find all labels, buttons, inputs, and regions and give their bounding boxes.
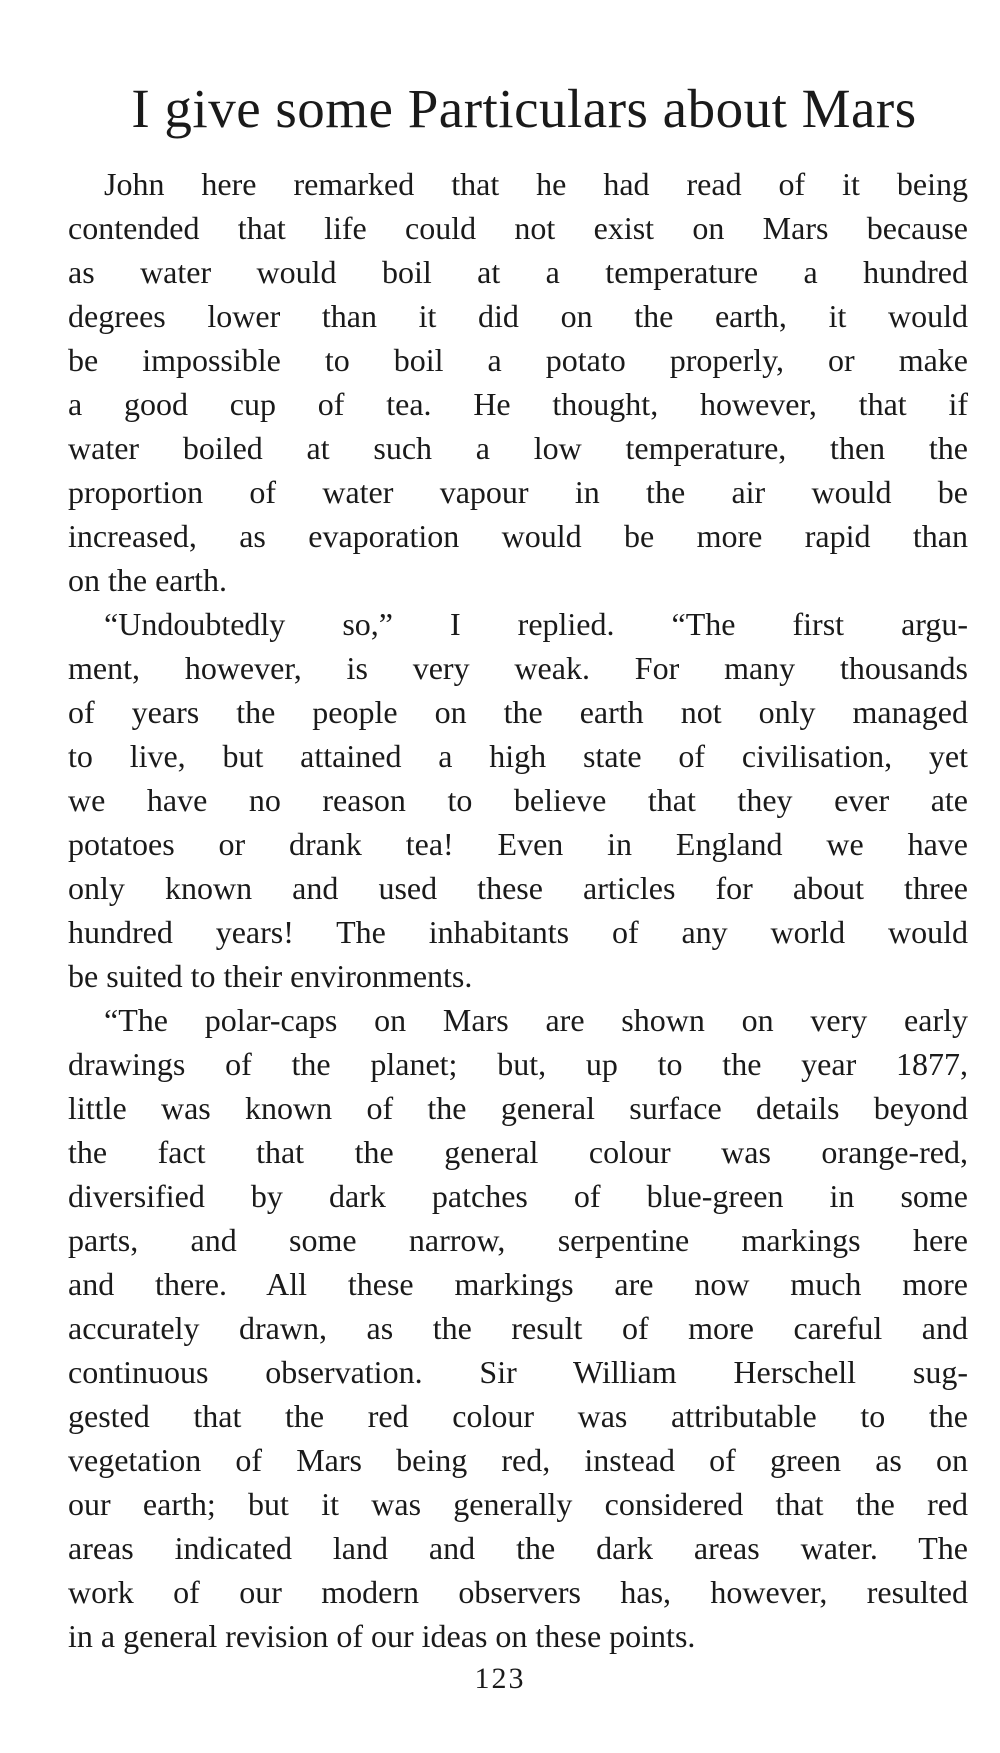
text-line: be impossible to boil a potato properly, or make [68,342,968,378]
text-line: drawings of the planet; but, up to the year 1877, [68,1046,968,1082]
text-line: ment, however, is very weak. For many thousands [68,650,968,686]
text-line: accurately drawn, as the result of more careful and [68,1310,968,1346]
text-line: on the earth. [68,562,228,598]
text-line: vegetation of Mars being red, instead of green as on [68,1442,968,1478]
paragraph-john-remark [68,162,968,602]
text-line: proportion of water vapour in the air would be [68,474,968,510]
text-line: only known and used these articles for about three [68,870,968,906]
text-line: our earth; but it was generally considered that the red [68,1486,968,1522]
text-line: John here remarked that he had read of it being [104,166,968,202]
text-line: we have no reason to believe that they ever ate [68,782,968,818]
text-line: in a general revision of our ideas on these points. [68,1618,696,1654]
text-line: continuous observation. Sir William Herschell sug- [68,1354,968,1390]
paragraph-undoubtedly [68,602,968,998]
text-line: work of our modern observers has, however, resulted [68,1574,968,1610]
text-line: “The polar-caps on Mars are shown on very early [104,1002,968,1038]
text-line: as water would boil at a temperature a hundred [68,254,968,290]
text-line: degrees lower than it did on the earth, it would [68,298,968,334]
text-line: to live, but attained a high state of civilisation, yet [68,738,968,774]
text-line: gested that the red colour was attributable to the [68,1398,968,1434]
text-line: of years the people on the earth not only managed [68,694,968,730]
text-line: the fact that the general colour was orange-red, [68,1134,968,1170]
text-line: areas indicated land and the dark areas water. The [68,1530,968,1566]
text-line: a good cup of tea. He thought, however, that if [68,386,968,422]
book-page [68,78,968,1658]
page-number: 123 [474,1662,526,1695]
text-line: water boiled at such a low temperature, then the [68,430,968,466]
text-line: hundred years! The inhabitants of any world would [68,914,968,950]
text-line: little was known of the general surface details beyond [68,1090,968,1126]
text-line: contended that life could not exist on Mars because [68,210,968,246]
text-line: parts, and some narrow, serpentine markings here [68,1222,968,1258]
paragraph-polar-caps [68,998,968,1658]
text-line: and there. All these markings are now much more [68,1266,968,1302]
text-line: “Undoubtedly so,” I replied. “The first argu- [104,606,968,642]
text-line: increased, as evaporation would be more rapid than [68,518,968,554]
running-heading: I give some Particulars about Mars [131,78,917,139]
text-line: be suited to their environments. [68,958,473,994]
text-line: potatoes or drank tea! Even in England we have [68,826,968,862]
text-line: diversified by dark patches of blue-green in some [68,1178,968,1214]
